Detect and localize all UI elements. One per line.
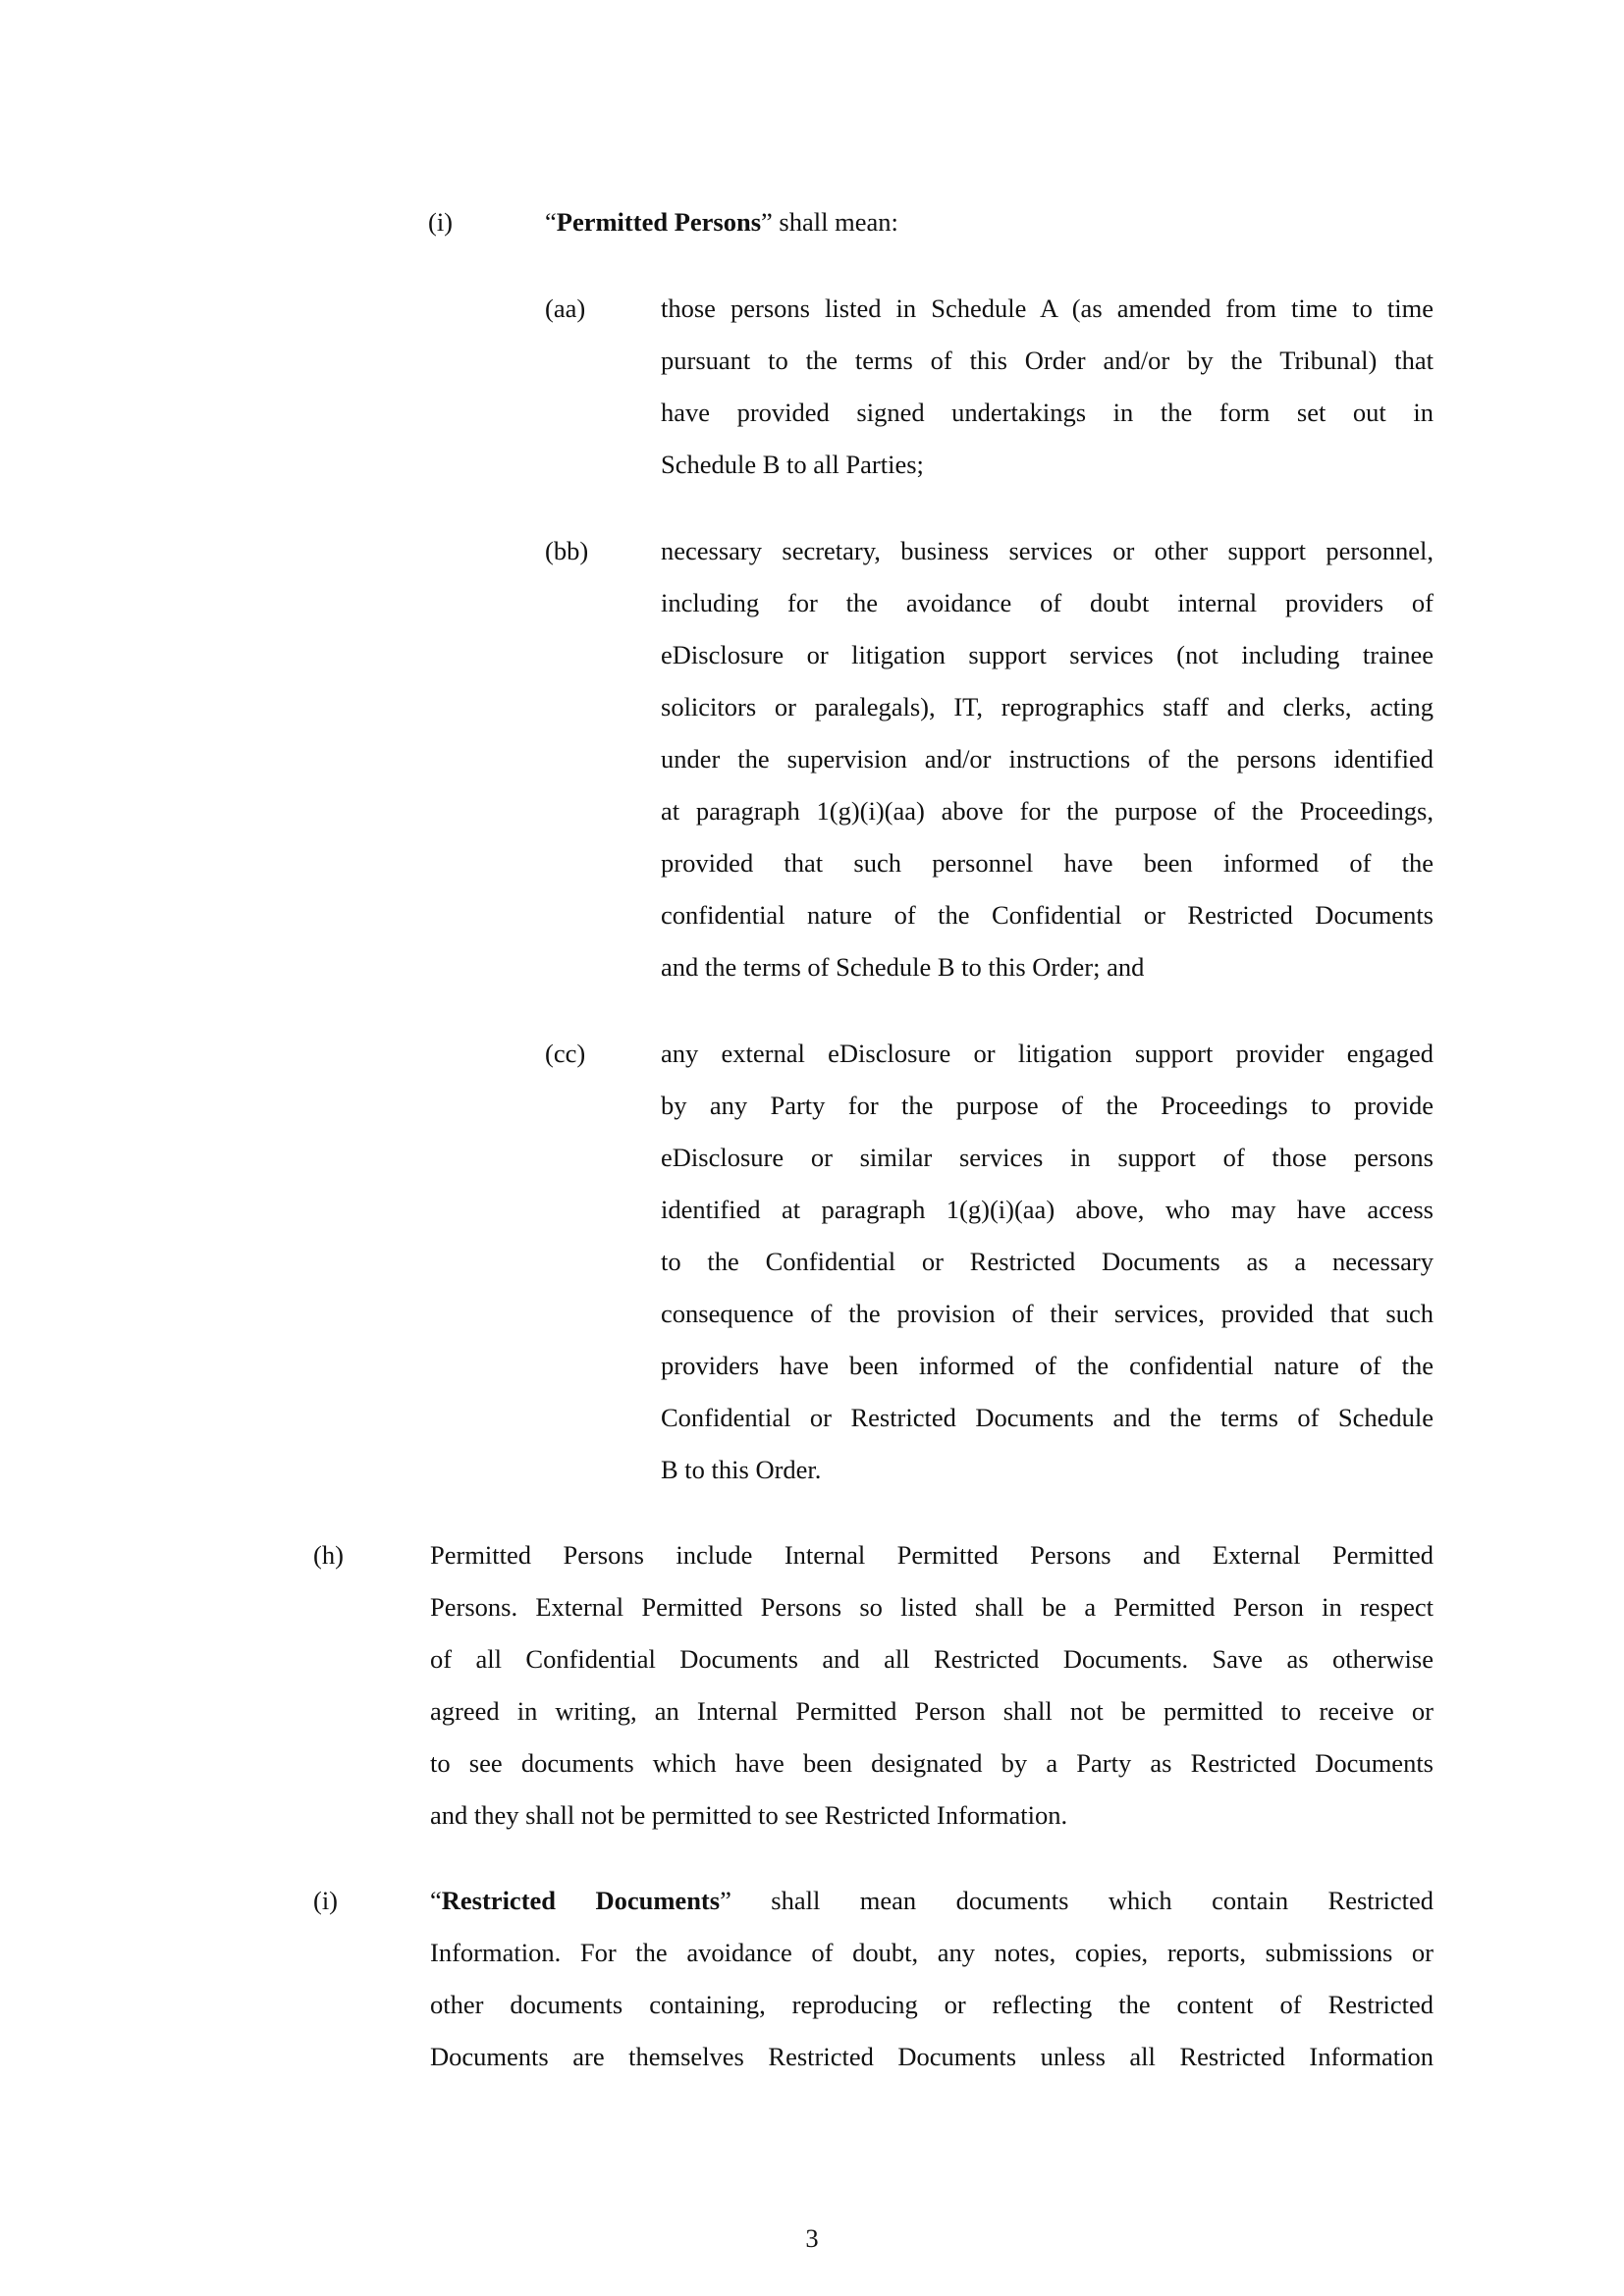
text-line: any external eDisclosure or litigation support provider engaged (661, 1039, 1434, 1068)
clause-label-i: (i) (428, 207, 454, 237)
clause-i-text (430, 1875, 1434, 2083)
text-line: solicitors or paralegals), IT, reprographics staff and clerks, acting (661, 692, 1434, 721)
subclause-aa-text (661, 283, 1434, 491)
text-line: providers have been informed of the confidential nature of the (661, 1351, 1434, 1380)
text-line: Persons. External Permitted Persons so listed shall be a Permitted Person in respect (430, 1592, 1434, 1622)
text-line: of all Confidential Documents and all Restricted Documents. Save as otherwise (430, 1644, 1434, 1674)
text-line: Confidential or Restricted Documents and the terms of Schedule (661, 1403, 1434, 1432)
text-line: and they shall not be permitted to see Restricted Information. (430, 1800, 1068, 1830)
page-number: 3 (805, 2223, 819, 2253)
text-line: Schedule B to all Parties; (661, 450, 924, 479)
text-line: agreed in writing, an Internal Permitted Person shall not be permitted to receive or (430, 1696, 1434, 1726)
subclause-label-bb: (bb) (545, 536, 589, 565)
text-line: under the supervision and/or instructions of the persons identified (661, 744, 1434, 774)
text-line: B to this Order. (661, 1455, 822, 1484)
text-line: pursuant to the terms of this Order and/or by the Tribunal) that (661, 346, 1434, 375)
subclause-label-cc: (cc) (545, 1039, 586, 1068)
text-line: eDisclosure or litigation support services (not including trainee (661, 640, 1434, 669)
heading-rest: shall mean: (772, 207, 898, 237)
text-line: those persons listed in Schedule A (as amended from time to time (661, 294, 1434, 323)
text-line-first (430, 1875, 1434, 1927)
close-quote: ” (720, 1886, 731, 1915)
text-line: eDisclosure or similar services in support of those persons (661, 1143, 1434, 1172)
defined-term: Permitted Persons (556, 207, 762, 237)
close-quote: ” (761, 207, 773, 237)
subclause-bb-text (661, 525, 1434, 993)
text-line: Information. For the avoidance of doubt, any notes, copies, reports, submissions or (430, 1938, 1434, 1967)
clause-label-i-restricted: (i) (313, 1886, 339, 1915)
subclause-label-aa: (aa) (545, 294, 586, 323)
text-line: confidential nature of the Confidential or Restricted Documents (661, 900, 1434, 930)
text-line: necessary secretary, business services or other support personnel, (661, 536, 1434, 565)
text-line: at paragraph 1(g)(i)(aa) above for the purpose of the Proceedings, (661, 796, 1434, 826)
text-line: Permitted Persons include Internal Permitted Persons and External Permitted (430, 1540, 1434, 1570)
open-quote: “ (545, 207, 557, 237)
open-quote: “ (430, 1886, 442, 1915)
first-line-rest: shall mean documents which contain Restricted (731, 1886, 1434, 1915)
subclause-cc-text (661, 1028, 1434, 1496)
text-line: and the terms of Schedule B to this Order; and (661, 952, 1145, 982)
text-line: provided that such personnel have been informed of the (661, 848, 1434, 878)
clause-heading-permitted-persons (545, 196, 1434, 248)
text-line: Documents are themselves Restricted Documents unless all Restricted Information (430, 2042, 1434, 2071)
text-line: by any Party for the purpose of the Proceedings to provide (661, 1091, 1434, 1120)
text-line: identified at paragraph 1(g)(i)(aa) above, who may have access (661, 1195, 1434, 1224)
defined-term: Restricted Documents (441, 1886, 721, 1915)
text-line: including for the avoidance of doubt internal providers of (661, 588, 1434, 617)
text-line: have provided signed undertakings in the form set out in (661, 398, 1434, 427)
text-line: consequence of the provision of their services, provided that such (661, 1299, 1434, 1328)
text-line: to see documents which have been designated by a Party as Restricted Documents (430, 1748, 1434, 1778)
text-line: to the Confidential or Restricted Documents as a necessary (661, 1247, 1434, 1276)
clause-label-h: (h) (313, 1540, 344, 1570)
text-line: other documents containing, reproducing or reflecting the content of Restricted (430, 1990, 1434, 2019)
clause-h-text (430, 1529, 1434, 1842)
